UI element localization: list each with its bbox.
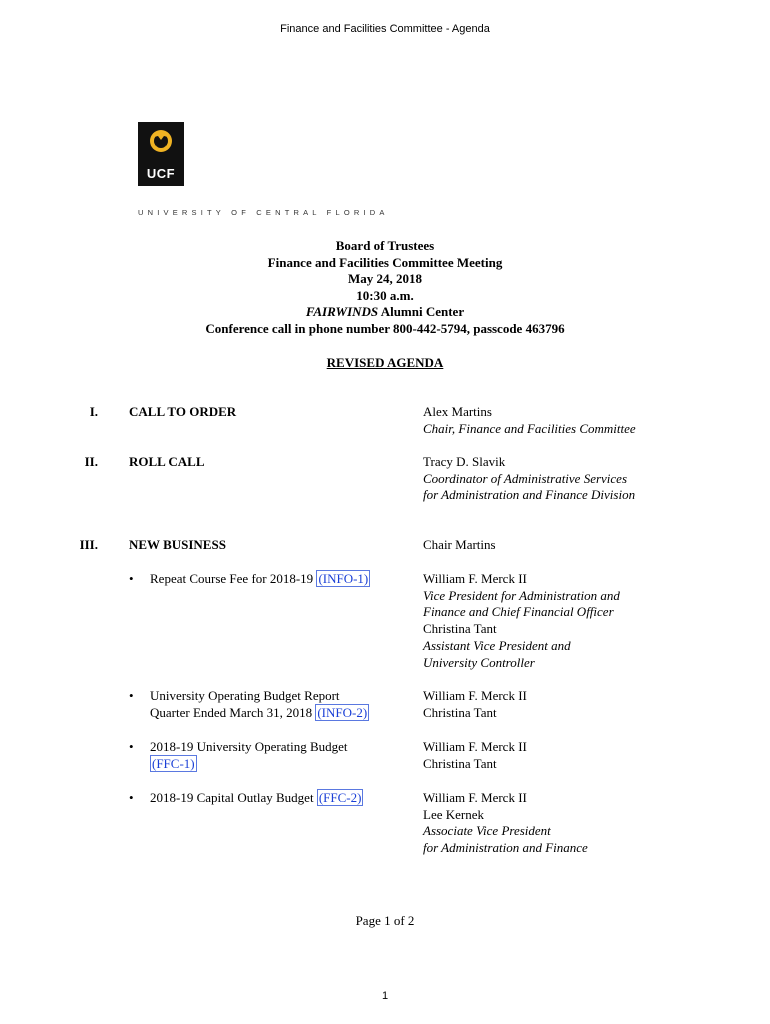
page-label: Page 1 of 2 [355, 913, 415, 928]
presenter-role: University Controller [423, 654, 535, 670]
presenter-name: Christina Tant [423, 704, 497, 720]
presenter-role: for Administration and Finance [423, 840, 588, 856]
section-number: II. [84, 454, 98, 469]
revised-agenda-heading: REVISED AGENDA [326, 355, 444, 370]
page-number: 1 [381, 990, 389, 1002]
running-header: Finance and Facilities Committee - Agenda [280, 23, 490, 35]
presenter-role: Finance and Chief Financial Officer [423, 604, 614, 620]
meeting-location: FAIRWINDS Alumni Center [305, 304, 465, 320]
bullet: • [129, 739, 134, 754]
bullet: • [129, 790, 134, 805]
presenter-block [423, 454, 723, 504]
presenter-name: William F. Merck II [423, 571, 527, 586]
ffc-2-link[interactable]: (FFC-2) [318, 790, 362, 805]
pegasus-icon [146, 127, 176, 163]
item-text: 2018-19 Capital Outlay Budget (FFC-2) [150, 790, 362, 805]
meeting-time: 10:30 a.m. [356, 287, 414, 303]
presenter-name: Alex Martins [423, 404, 492, 419]
presenter-name: Chair Martins [423, 537, 496, 552]
info-1-link[interactable]: (INFO-1) [318, 571, 369, 586]
board-title: Board of Trustees [335, 238, 435, 253]
meeting-date: May 24, 2018 [347, 271, 423, 287]
presenter-role: Chair, Finance and Facilities Committee [423, 420, 636, 436]
presenter-block [423, 688, 723, 721]
presenter-role: for Administration and Finance Division [423, 487, 636, 503]
section-heading: CALL TO ORDER [129, 404, 237, 419]
conference-call-info: Conference call in phone number 800-442-5794, passcode 463796 [205, 320, 565, 336]
section-number: III. [79, 537, 98, 552]
presenter-name: William F. Merck II [423, 790, 527, 805]
section-number: I. [89, 404, 98, 419]
bullet: • [129, 688, 134, 703]
presenter-block [423, 790, 723, 857]
presenter-name: Christina Tant [423, 755, 497, 771]
presenter-role: Assistant Vice President and [423, 637, 571, 653]
item-text: 2018-19 University Operating Budget (FFC-1) [150, 739, 348, 771]
ffc-1-link[interactable]: (FFC-1) [152, 755, 195, 771]
info-2-link[interactable]: (INFO-2) [317, 704, 368, 720]
presenter-block [423, 571, 723, 671]
section-heading: NEW BUSINESS [129, 537, 226, 552]
presenter-block [423, 537, 723, 554]
presenter-role: Coordinator of Administrative Services [423, 470, 628, 486]
presenter-name: Christina Tant [423, 621, 497, 637]
presenter-role: Vice President for Administration and [423, 587, 620, 603]
presenter-name: William F. Merck II [423, 688, 527, 703]
presenter-name: William F. Merck II [423, 739, 527, 754]
logo-text: UCF [146, 166, 176, 181]
presenter-name: Tracy D. Slavik [423, 454, 506, 469]
presenter-role: Associate Vice President [423, 823, 551, 839]
ucf-logo [138, 122, 184, 186]
university-name: UNIVERSITY OF CENTRAL FLORIDA [138, 208, 389, 217]
item-text: Repeat Course Fee for 2018-19 (INFO-1) [150, 571, 369, 586]
presenter-name: Lee Kernek [423, 806, 484, 822]
item-text: University Operating Budget Report Quarter Ended March 31, 2018 (INFO-2) [150, 688, 368, 720]
presenter-block [423, 404, 723, 437]
section-heading: ROLL CALL [129, 454, 205, 469]
presenter-block [423, 739, 723, 772]
bullet: • [129, 571, 134, 586]
committee-title: Finance and Facilities Committee Meeting [267, 254, 503, 270]
meeting-title-block [0, 238, 770, 338]
